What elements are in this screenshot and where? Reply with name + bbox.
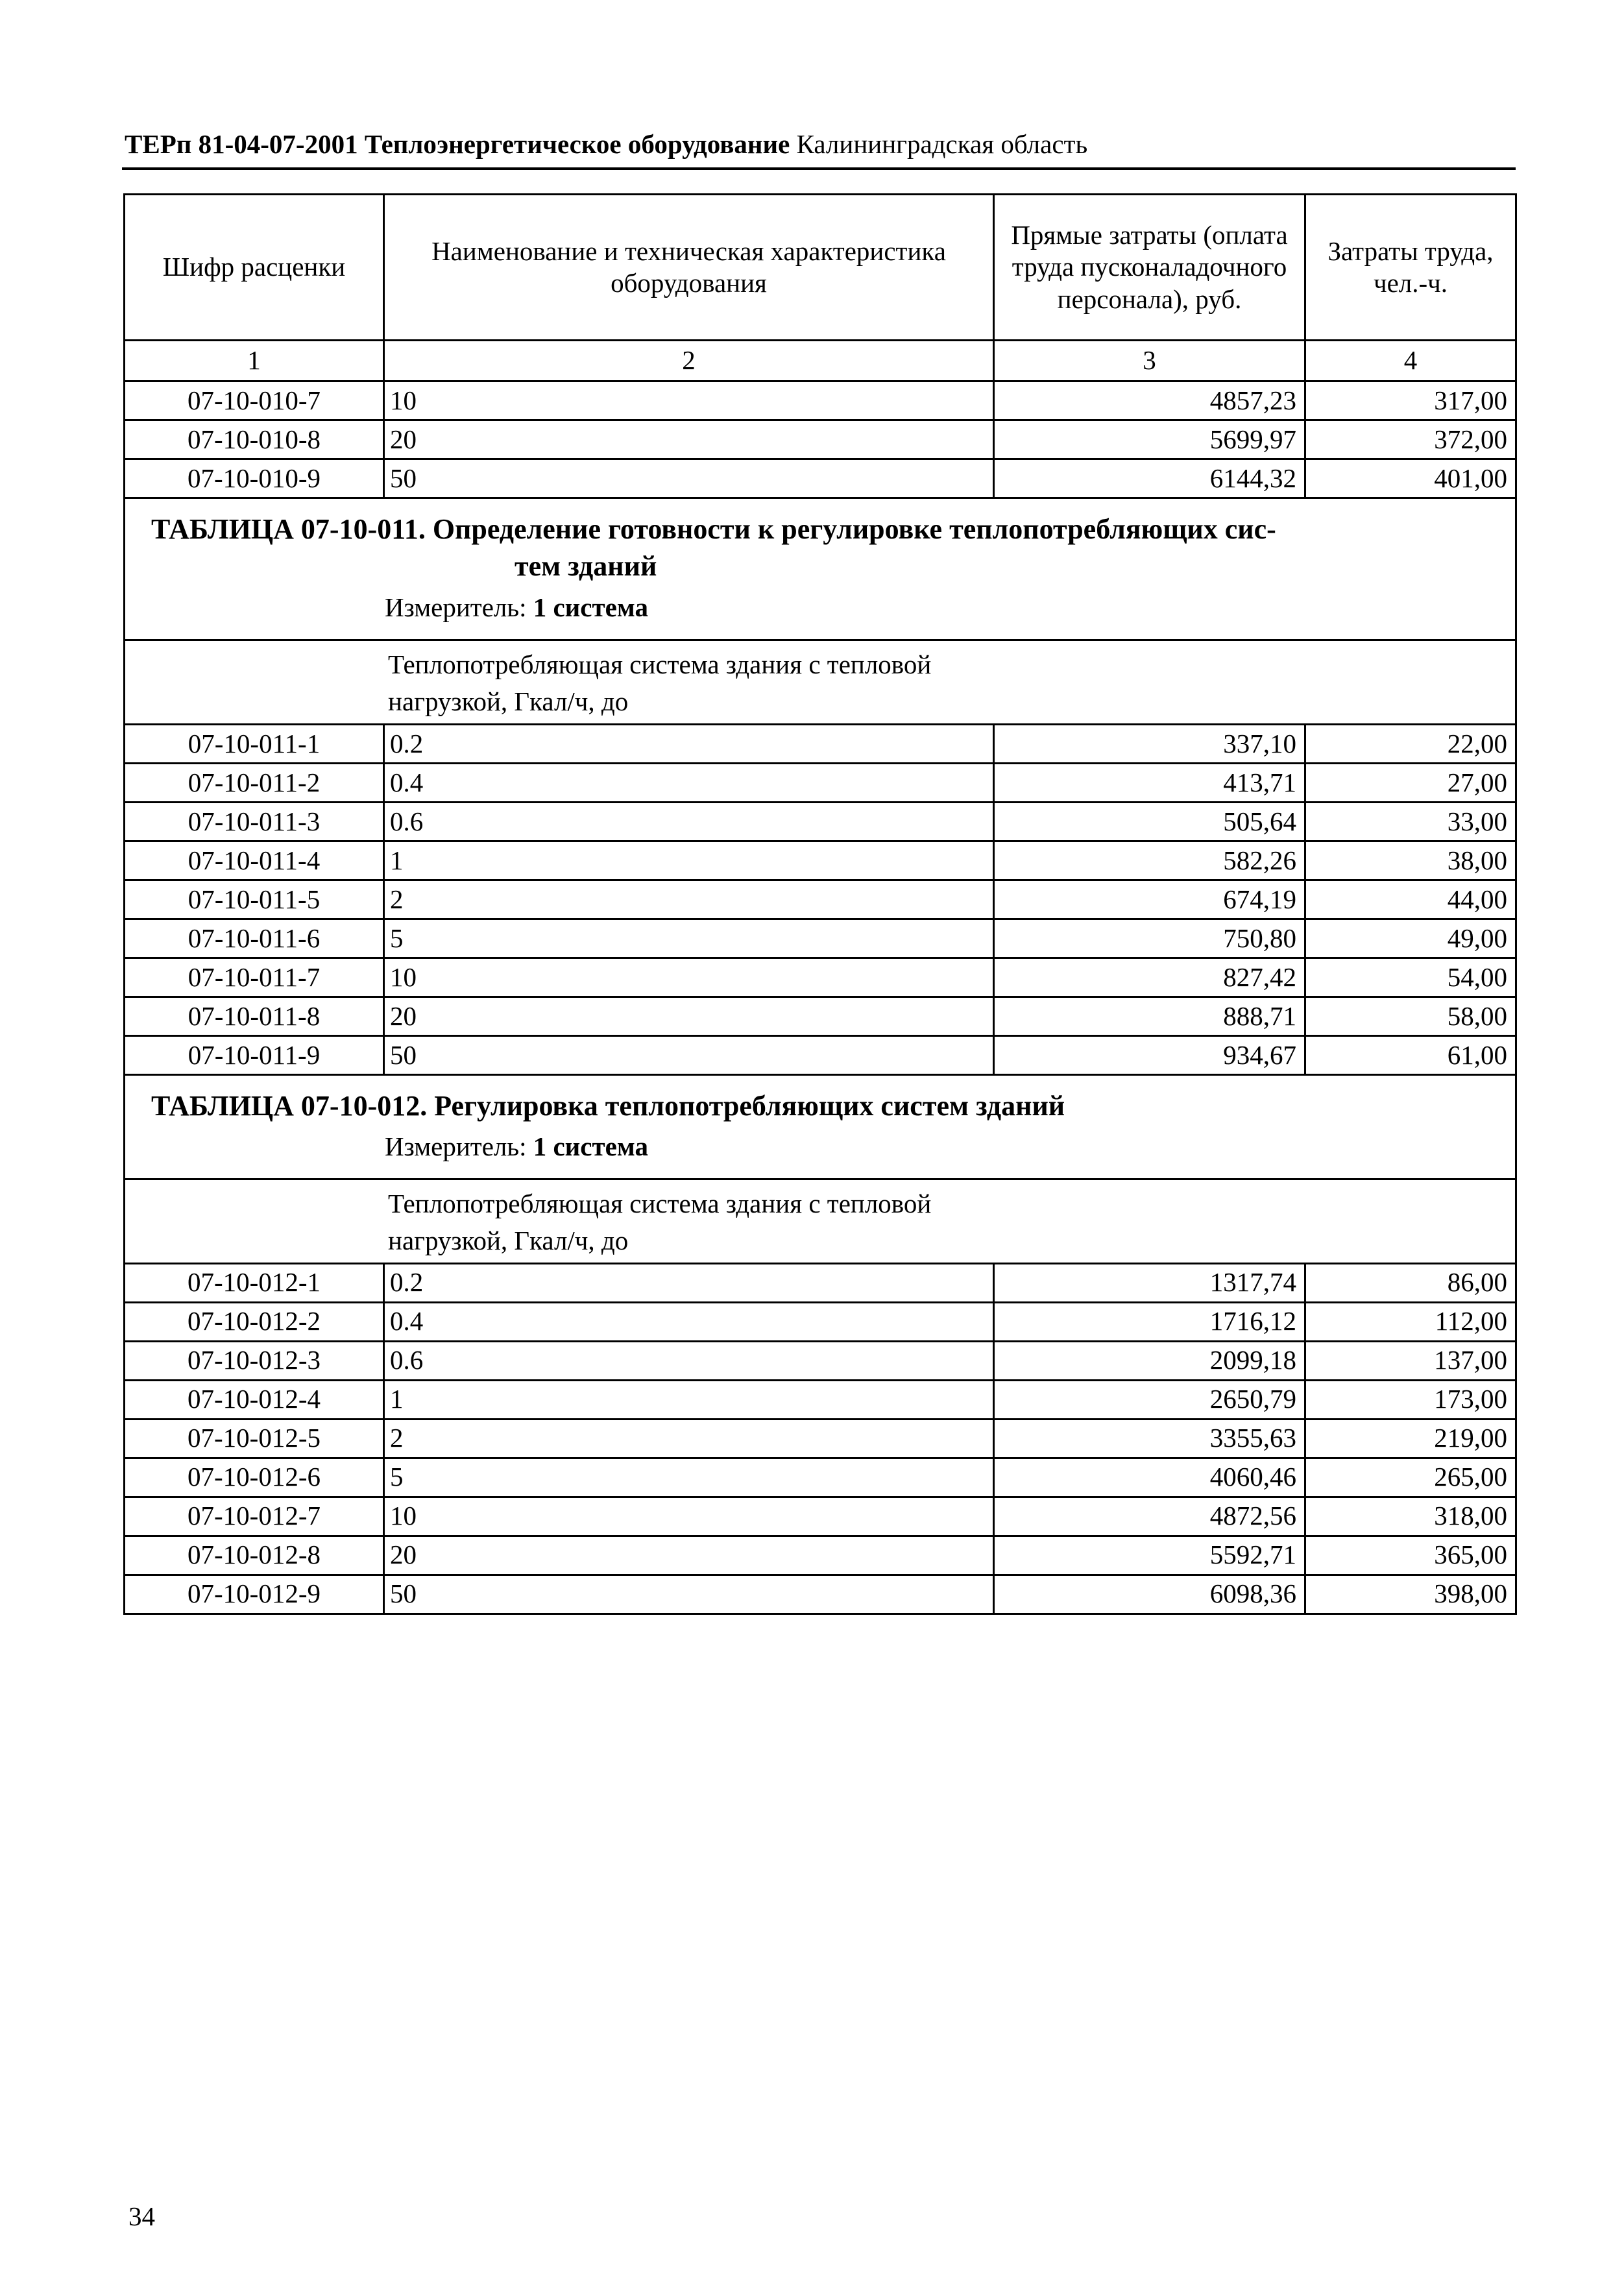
table-012-subheader: Теплопотребляющая система здания с тепловой нагрузкой, Гкал/ч, до — [388, 1188, 932, 1256]
table-012-subheader-row — [125, 1179, 1516, 1263]
rate-code: 07-10-010-8 — [125, 420, 384, 459]
direct-costs: 5699,97 — [994, 420, 1305, 459]
rate-code: 07-10-012-7 — [125, 1497, 384, 1536]
direct-costs: 750,80 — [994, 919, 1305, 958]
rate-param: 10 — [384, 1497, 994, 1536]
rate-code: 07-10-012-2 — [125, 1302, 384, 1341]
direct-costs: 1317,74 — [994, 1263, 1305, 1302]
table-011-subheader-row — [125, 640, 1516, 725]
rate-code: 07-10-012-5 — [125, 1419, 384, 1458]
labor-costs: 22,00 — [1305, 724, 1516, 763]
table-row — [125, 1302, 1516, 1341]
rate-code: 07-10-011-5 — [125, 880, 384, 919]
table-011-title-row — [125, 498, 1516, 640]
rate-param: 1 — [384, 841, 994, 880]
labor-costs: 398,00 — [1305, 1575, 1516, 1614]
header-rule — [122, 167, 1516, 170]
rate-code: 07-10-011-9 — [125, 1035, 384, 1074]
rate-param: 0.6 — [384, 802, 994, 841]
table-row — [125, 1263, 1516, 1302]
page-header — [125, 128, 1087, 160]
table-row — [125, 724, 1516, 763]
direct-costs: 5592,71 — [994, 1536, 1305, 1575]
direct-costs: 3355,63 — [994, 1419, 1305, 1458]
table-row — [125, 880, 1516, 919]
direct-costs: 674,19 — [994, 880, 1305, 919]
labor-costs: 112,00 — [1305, 1302, 1516, 1341]
rate-param: 0.6 — [384, 1341, 994, 1380]
rate-code: 07-10-011-8 — [125, 997, 384, 1035]
rate-param: 50 — [384, 1035, 994, 1074]
table-012-measure: Измеритель: 1 система — [385, 1131, 648, 1161]
labor-costs: 61,00 — [1305, 1035, 1516, 1074]
table-row — [125, 1419, 1516, 1458]
direct-costs: 1716,12 — [994, 1302, 1305, 1341]
rate-code: 07-10-012-3 — [125, 1341, 384, 1380]
table-row — [125, 1458, 1516, 1497]
labor-costs: 173,00 — [1305, 1380, 1516, 1419]
rate-param: 0.2 — [384, 724, 994, 763]
direct-costs: 582,26 — [994, 841, 1305, 880]
table-row — [125, 1380, 1516, 1419]
rate-code: 07-10-011-7 — [125, 958, 384, 997]
rate-param: 5 — [384, 1458, 994, 1497]
rate-code: 07-10-010-9 — [125, 459, 384, 498]
labor-costs: 318,00 — [1305, 1497, 1516, 1536]
header-labor: Затраты труда, чел.-ч. — [1305, 195, 1516, 341]
column-number: 2 — [384, 341, 994, 381]
rate-code: 07-10-011-3 — [125, 802, 384, 841]
rate-code: 07-10-012-6 — [125, 1458, 384, 1497]
labor-costs: 58,00 — [1305, 997, 1516, 1035]
rate-param: 0.4 — [384, 763, 994, 802]
labor-costs: 49,00 — [1305, 919, 1516, 958]
header-direct-costs: Прямые затраты (оплата труда пусконаладочного персонала), руб. — [994, 195, 1305, 341]
table-row — [125, 1035, 1516, 1074]
labor-costs: 44,00 — [1305, 880, 1516, 919]
direct-costs: 337,10 — [994, 724, 1305, 763]
labor-costs: 86,00 — [1305, 1263, 1516, 1302]
rates-table — [123, 193, 1517, 1615]
rate-code: 07-10-012-8 — [125, 1536, 384, 1575]
document-region: Калининградская область — [796, 129, 1088, 159]
rate-code: 07-10-011-4 — [125, 841, 384, 880]
table-row — [125, 1497, 1516, 1536]
rate-param: 20 — [384, 1536, 994, 1575]
rate-code: 07-10-010-7 — [125, 381, 384, 420]
table-row — [125, 1536, 1516, 1575]
rate-param: 50 — [384, 1575, 994, 1614]
labor-costs: 365,00 — [1305, 1536, 1516, 1575]
labor-costs: 33,00 — [1305, 802, 1516, 841]
direct-costs: 934,67 — [994, 1035, 1305, 1074]
rate-param: 20 — [384, 997, 994, 1035]
table-row — [125, 841, 1516, 880]
column-number: 1 — [125, 341, 384, 381]
table-row — [125, 802, 1516, 841]
labor-costs: 54,00 — [1305, 958, 1516, 997]
table-header-row — [125, 195, 1516, 341]
labor-costs: 401,00 — [1305, 459, 1516, 498]
direct-costs: 2099,18 — [994, 1341, 1305, 1380]
labor-costs: 265,00 — [1305, 1458, 1516, 1497]
direct-costs: 505,64 — [994, 802, 1305, 841]
table-012-title: ТАБЛИЦА 07-10-012. Регулировка теплопотребляющих систем зданий — [151, 1089, 1065, 1122]
table-row — [125, 763, 1516, 802]
rate-code: 07-10-012-9 — [125, 1575, 384, 1614]
labor-costs: 372,00 — [1305, 420, 1516, 459]
labor-costs: 27,00 — [1305, 763, 1516, 802]
labor-costs: 317,00 — [1305, 381, 1516, 420]
table-012-title-row — [125, 1074, 1516, 1179]
document-code: ТЕРп 81-04-07-2001 — [125, 129, 358, 159]
rate-code: 07-10-011-2 — [125, 763, 384, 802]
rate-param: 0.2 — [384, 1263, 994, 1302]
table-row — [125, 958, 1516, 997]
column-number: 4 — [1305, 341, 1516, 381]
rate-code: 07-10-012-4 — [125, 1380, 384, 1419]
direct-costs: 2650,79 — [994, 1380, 1305, 1419]
table-row — [125, 381, 1516, 420]
rate-code: 07-10-011-6 — [125, 919, 384, 958]
rate-param: 20 — [384, 420, 994, 459]
column-number-row — [125, 341, 1516, 381]
rate-code: 07-10-012-1 — [125, 1263, 384, 1302]
rate-param: 1 — [384, 1380, 994, 1419]
header-code: Шифр расценки — [125, 195, 384, 341]
labor-costs: 219,00 — [1305, 1419, 1516, 1458]
table-011-measure: Измеритель: 1 система — [385, 592, 648, 622]
direct-costs: 6144,32 — [994, 459, 1305, 498]
rate-code: 07-10-011-1 — [125, 724, 384, 763]
direct-costs: 413,71 — [994, 763, 1305, 802]
table-row — [125, 1575, 1516, 1614]
rate-param: 0.4 — [384, 1302, 994, 1341]
table-row — [125, 420, 1516, 459]
rate-param: 2 — [384, 1419, 994, 1458]
direct-costs: 827,42 — [994, 958, 1305, 997]
table-row — [125, 1341, 1516, 1380]
rate-param: 10 — [384, 958, 994, 997]
rate-param: 5 — [384, 919, 994, 958]
direct-costs: 888,71 — [994, 997, 1305, 1035]
direct-costs: 4872,56 — [994, 1497, 1305, 1536]
direct-costs: 6098,36 — [994, 1575, 1305, 1614]
table-row — [125, 919, 1516, 958]
rate-param: 2 — [384, 880, 994, 919]
table-011-title: ТАБЛИЦА 07-10-011. Определение готовности к регулировке теплопотребляющих сис- тем зданий — [151, 513, 1276, 583]
labor-costs: 137,00 — [1305, 1341, 1516, 1380]
labor-costs: 38,00 — [1305, 841, 1516, 880]
direct-costs: 4857,23 — [994, 381, 1305, 420]
rate-param: 10 — [384, 381, 994, 420]
column-number: 3 — [994, 341, 1305, 381]
page-number: 34 — [128, 2201, 155, 2231]
table-row — [125, 459, 1516, 498]
header-name: Наименование и техническая характеристика оборудования — [384, 195, 994, 341]
direct-costs: 4060,46 — [994, 1458, 1305, 1497]
table-row — [125, 997, 1516, 1035]
document-title: Теплоэнергетическое оборудование — [364, 129, 790, 159]
rate-param: 50 — [384, 459, 994, 498]
table-011-subheader: Теплопотребляющая система здания с тепловой нагрузкой, Гкал/ч, до — [388, 649, 932, 717]
